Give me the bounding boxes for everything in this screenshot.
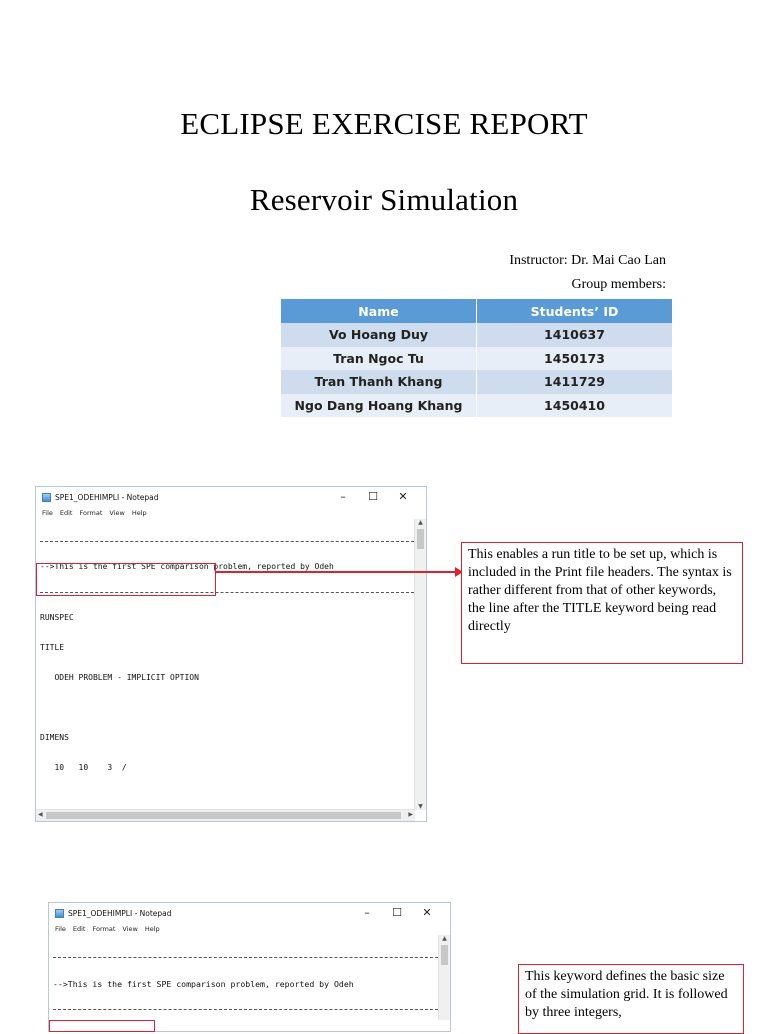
horizontal-scrollbar[interactable]	[36, 809, 415, 821]
student-id: 1410637	[477, 323, 673, 347]
menu-help[interactable]: Help	[144, 925, 160, 933]
dimens-note-box: This keyword defines the basic size of the simulation grid. It is followed by three integers,	[518, 964, 744, 1034]
close-icon[interactable]: ✕	[422, 906, 432, 919]
instructor-line: Instructor: Dr. Mai Cao Lan	[509, 253, 666, 268]
subtitle: Reservoir Simulation	[249, 182, 519, 217]
dashed-separator	[53, 1009, 438, 1010]
notepad-titlebar	[36, 487, 426, 507]
text-line: 10 10 3 /	[40, 763, 127, 772]
title-note-box: This enables a run title to be set up, which is included in the Print file headers. The syntax is rather different from that of other keywords, the line after the TITLE keyword being read directly	[461, 542, 743, 664]
table-row	[281, 370, 672, 394]
student-name: Tran Thanh Khang	[281, 370, 477, 394]
menu-format[interactable]: Format	[92, 925, 116, 933]
scroll-thumb[interactable]	[417, 529, 424, 549]
student-id: 1450410	[477, 394, 673, 418]
text-line: -->This is the first SPE comparison problem, reported by Odeh	[40, 562, 334, 571]
menu-view[interactable]: View	[122, 925, 138, 933]
notepad-window-title: SPE1_ODEHIMPLI - Notepad	[55, 492, 159, 502]
notepad-text-area[interactable]	[53, 937, 438, 1032]
text-line: -->This is the first SPE comparison problem, reported by Odeh	[53, 978, 354, 989]
menu-format[interactable]: Format	[79, 509, 103, 517]
column-header-name: Name	[281, 299, 477, 323]
scroll-up-icon[interactable]: ▲	[442, 935, 447, 942]
notepad-window-2	[48, 902, 451, 1032]
student-name: Ngo Dang Hoang Khang	[281, 394, 477, 418]
student-id: 1411729	[477, 370, 673, 394]
callout-arrow-line	[216, 571, 456, 573]
scroll-thumb[interactable]	[441, 945, 448, 965]
dashed-separator	[53, 957, 438, 958]
menu-file[interactable]: File	[42, 509, 53, 517]
members-table	[281, 299, 672, 417]
table-row	[281, 394, 672, 418]
dimens-highlight-box	[49, 1020, 155, 1032]
vertical-scrollbar[interactable]	[438, 935, 450, 1020]
text-line: ODEH PROBLEM - IMPLICIT OPTION	[40, 673, 199, 682]
column-header-id: Students’ ID	[477, 299, 673, 323]
notepad-app-icon	[55, 909, 64, 918]
menu-file[interactable]: File	[55, 925, 66, 933]
text-line: DIMENS	[40, 733, 69, 742]
menu-view[interactable]: View	[109, 509, 125, 517]
window-controls	[352, 905, 442, 921]
text-line: TITLE	[40, 643, 65, 652]
title-highlight-box	[36, 563, 216, 596]
menu-edit[interactable]: Edit	[59, 509, 73, 517]
notepad-app-icon	[42, 493, 51, 502]
table-row	[281, 323, 672, 347]
notepad-titlebar	[49, 903, 450, 923]
menu-edit[interactable]: Edit	[72, 925, 86, 933]
text-line	[40, 793, 414, 803]
dashed-separator	[40, 541, 414, 542]
table-header-row	[281, 299, 672, 323]
scroll-up-icon[interactable]: ▲	[418, 519, 423, 526]
scroll-right-icon[interactable]: ▶	[408, 811, 413, 818]
vertical-scrollbar[interactable]	[414, 519, 426, 810]
text-line	[40, 703, 414, 713]
scroll-left-icon[interactable]: ◀	[38, 811, 43, 818]
group-members-label: Group members:	[571, 277, 666, 292]
minimize-icon[interactable]: –	[364, 906, 370, 919]
student-name: Vo Hoang Duy	[281, 323, 477, 347]
scroll-thumb[interactable]	[46, 812, 401, 819]
main-title: ECLIPSE EXERCISE REPORT	[180, 106, 588, 141]
maximize-icon[interactable]: ☐	[392, 906, 402, 919]
student-name: Tran Ngoc Tu	[281, 347, 477, 371]
scroll-down-icon[interactable]: ▼	[418, 803, 423, 810]
close-icon[interactable]: ✕	[398, 490, 408, 503]
table-row	[281, 347, 672, 371]
student-id: 1450173	[477, 347, 673, 371]
window-controls	[328, 489, 418, 505]
notepad-menubar	[36, 507, 426, 519]
minimize-icon[interactable]: –	[340, 490, 346, 503]
text-line: RUNSPEC	[40, 613, 74, 622]
menu-help[interactable]: Help	[131, 509, 147, 517]
notepad-menubar	[49, 923, 450, 935]
notepad-window-1	[35, 486, 427, 822]
notepad-window-title: SPE1_ODEHIMPLI - Notepad	[68, 908, 172, 918]
maximize-icon[interactable]: ☐	[368, 490, 378, 503]
